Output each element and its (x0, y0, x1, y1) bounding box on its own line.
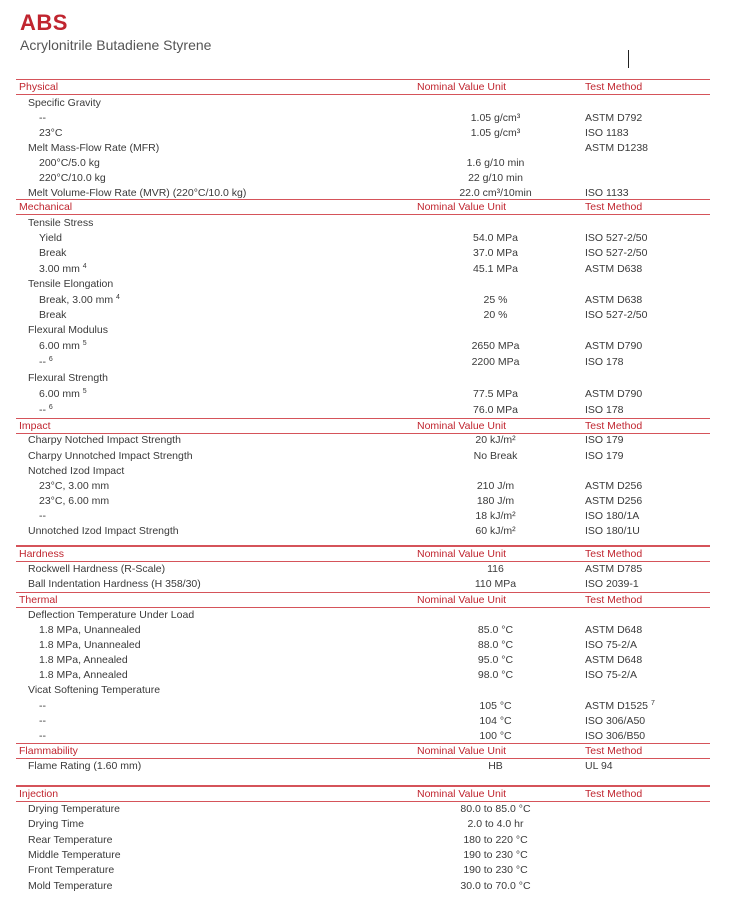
footnote-marker: 4 (116, 294, 120, 301)
property-row (16, 879, 710, 894)
column-header-value-unit: Nominal Value Unit (417, 420, 507, 432)
property-label: Specific Gravity (28, 97, 101, 109)
property-value: 116 (487, 563, 504, 575)
property-row (16, 653, 710, 668)
property-label: Melt Volume-Flow Rate (MVR) (220°C/10.0 kg) (28, 187, 247, 199)
property-value: 85.0 °C (477, 624, 514, 636)
property-label: Front Temperature (28, 864, 115, 876)
property-label: Flexural Modulus (28, 324, 108, 336)
property-value: 18 kJ/m² (475, 510, 516, 522)
text-cursor (628, 50, 629, 68)
property-value: HB (488, 760, 503, 772)
property-value: 104 °C (479, 715, 512, 727)
property-row (16, 464, 710, 479)
property-row (16, 863, 710, 878)
property-label: 220°C/10.0 kg (39, 172, 106, 184)
column-header-value-unit: Nominal Value Unit (417, 81, 507, 93)
section-header (16, 419, 710, 434)
property-row (16, 308, 710, 323)
column-header-test-method: Test Method (585, 788, 643, 800)
property-row (16, 171, 710, 186)
test-method: ASTM D785 (585, 563, 643, 575)
test-method: ISO 178 (585, 356, 624, 368)
test-method: ASTM D1238 (585, 142, 649, 154)
material-subtitle: Acrylonitrile Butadiene Styrene (20, 37, 212, 53)
property-label: Break (39, 247, 67, 259)
column-header-test-method: Test Method (585, 81, 643, 93)
property-label: -- (39, 700, 46, 712)
property-row (16, 216, 710, 231)
property-row (16, 714, 710, 729)
test-method: ASTM D648 (585, 654, 643, 666)
column-header-value-unit: Nominal Value Unit (417, 201, 507, 213)
test-method: UL 94 (585, 760, 613, 772)
test-method: ISO 179 (585, 450, 624, 462)
property-row (16, 323, 710, 338)
property-row (16, 759, 710, 774)
property-row (16, 699, 710, 714)
property-label: -- (39, 510, 46, 522)
property-label: Break, 3.00 mm $^4$ (39, 294, 120, 306)
property-row (16, 403, 710, 418)
column-header-test-method: Test Method (585, 745, 643, 757)
footnote-marker: 4 (82, 263, 87, 270)
property-row (16, 668, 710, 683)
property-value: No Break (473, 450, 518, 462)
test-method: ASTM D648 (585, 624, 643, 636)
column-header-value-unit: Nominal Value Unit (417, 548, 507, 560)
column-header-test-method: Test Method (585, 594, 643, 606)
property-row (16, 479, 710, 494)
column-header-value-unit: Nominal Value Unit (417, 788, 507, 800)
property-label: Charpy Unnotched Impact Strength (28, 450, 193, 462)
property-label: Tensile Elongation (28, 278, 114, 290)
section-name: Injection (19, 788, 59, 800)
property-row (16, 156, 710, 171)
property-value: 20 % (483, 309, 508, 321)
property-value: 25 % (483, 294, 508, 306)
property-value: 105 °C (479, 700, 512, 712)
property-row (16, 509, 710, 524)
property-label: Ball Indentation Hardness (H 358/30) (28, 578, 201, 590)
test-method: ISO 75-2/A (585, 639, 637, 651)
property-label: 23°C, 3.00 mm (39, 480, 110, 492)
property-row (16, 433, 710, 448)
test-method: ASTM D790 (585, 340, 643, 352)
footnote-marker: 7 (650, 700, 655, 707)
property-row (16, 262, 710, 277)
test-method: ASTM D790 (585, 388, 643, 400)
property-value: 45.1 MPa (473, 263, 518, 275)
test-method: ASTM D256 (585, 480, 643, 492)
property-value: 95.0 °C (477, 654, 514, 666)
section-header-underline (16, 214, 710, 215)
property-label: -- (39, 715, 46, 727)
footnote-marker: 6 (48, 356, 53, 363)
property-value: 180 J/m (476, 495, 515, 507)
section-name: Thermal (19, 594, 58, 606)
section-header (16, 593, 710, 608)
property-row (16, 231, 710, 246)
column-header-test-method: Test Method (585, 201, 643, 213)
property-row (16, 802, 710, 817)
section-header (16, 787, 710, 802)
column-header-value-unit: Nominal Value Unit (417, 745, 507, 757)
test-method: ISO 2039-1 (585, 578, 639, 590)
test-method: ASTM D1525 $^7$ (585, 700, 655, 712)
property-label: Drying Time (28, 818, 85, 830)
property-label: 200°C/5.0 kg (39, 157, 100, 169)
property-label: 6.00 mm $^5$ (39, 388, 87, 400)
property-value: 77.5 MPa (473, 388, 518, 400)
test-method: ASTM D256 (585, 495, 643, 507)
property-row (16, 562, 710, 577)
property-label: Melt Mass-Flow Rate (MFR) (28, 142, 160, 154)
property-value: 98.0 °C (477, 669, 514, 681)
property-row (16, 608, 710, 623)
property-value: 22 g/10 min (468, 172, 523, 184)
property-label: Unnotched Izod Impact Strength (28, 525, 179, 537)
property-value: 210 J/m (476, 480, 515, 492)
test-method: ISO 306/B50 (585, 730, 646, 742)
column-header-test-method: Test Method (585, 548, 643, 560)
property-value: 1.6 g/10 min (466, 157, 525, 169)
property-label: Deflection Temperature Under Load (28, 609, 195, 621)
property-row (16, 111, 710, 126)
property-row (16, 277, 710, 292)
property-label: Middle Temperature (28, 849, 121, 861)
property-label: -- (39, 730, 46, 742)
property-row (16, 817, 710, 832)
property-label: 1.8 MPa, Annealed (39, 669, 128, 681)
property-value: 1.05 g/cm³ (470, 127, 521, 139)
property-label: 3.00 mm $^4$ (39, 263, 87, 275)
property-value: 180 to 220 °C (463, 834, 528, 846)
property-row (16, 683, 710, 698)
test-method: ISO 1183 (585, 127, 629, 139)
property-value: 1.05 g/cm³ (470, 112, 521, 124)
property-value: 76.0 MPa (473, 404, 518, 416)
property-value: 60 kJ/m² (475, 525, 516, 537)
column-header-value-unit: Nominal Value Unit (417, 594, 507, 606)
section-header (16, 744, 710, 759)
property-row (16, 96, 710, 111)
property-row (16, 524, 710, 539)
section-header (16, 80, 710, 95)
property-value: 80.0 to 85.0 °C (460, 803, 531, 815)
property-label: 1.8 MPa, Unannealed (39, 639, 141, 651)
test-method: ISO 527-2/50 (585, 232, 648, 244)
property-label: Rear Temperature (28, 834, 113, 846)
property-value: 37.0 MPa (473, 247, 518, 259)
property-value: 30.0 to 70.0 °C (460, 880, 531, 892)
property-row (16, 339, 710, 354)
property-label: Flame Rating (1.60 mm) (28, 760, 142, 772)
property-value: 2200 MPa (471, 356, 520, 368)
property-value: 110 MPa (474, 578, 517, 590)
property-row (16, 729, 710, 744)
property-row (16, 387, 710, 402)
property-label: 1.8 MPa, Unannealed (39, 624, 141, 636)
footnote-marker: 6 (48, 404, 53, 411)
test-method: ASTM D792 (585, 112, 643, 124)
property-value: 54.0 MPa (473, 232, 518, 244)
property-value: 190 to 230 °C (463, 849, 528, 861)
section-name: Hardness (19, 548, 64, 560)
property-label: Drying Temperature (28, 803, 121, 815)
property-row (16, 371, 710, 386)
property-row (16, 833, 710, 848)
property-value: 20 kJ/m² (475, 434, 516, 446)
test-method: ISO 527-2/50 (585, 309, 648, 321)
property-value: 2.0 to 4.0 hr (467, 818, 524, 830)
property-label: -- $^6$ (39, 404, 53, 416)
property-row (16, 246, 710, 261)
property-label: Flexural Strength (28, 372, 108, 384)
property-label: -- $^6$ (39, 356, 53, 368)
test-method: ISO 179 (585, 434, 624, 446)
test-method: ISO 180/1A (585, 510, 640, 522)
test-method: ISO 1133 (585, 187, 629, 199)
property-label: 23°C (39, 127, 63, 139)
property-label: Break (39, 309, 67, 321)
property-row (16, 141, 710, 156)
footnote-marker: 5 (82, 340, 87, 347)
property-row (16, 848, 710, 863)
property-row (16, 126, 710, 141)
section-name: Physical (19, 81, 59, 93)
section-header-underline (16, 94, 710, 95)
test-method: ISO 180/1U (585, 525, 640, 537)
property-label: 1.8 MPa, Annealed (39, 654, 128, 666)
property-row (16, 638, 710, 653)
property-label: 6.00 mm $^5$ (39, 340, 87, 352)
test-method: ISO 527-2/50 (585, 247, 648, 259)
property-label: Charpy Notched Impact Strength (28, 434, 181, 446)
test-method: ISO 178 (585, 404, 624, 416)
property-row (16, 623, 710, 638)
property-row (16, 293, 710, 308)
section-name: Flammability (19, 745, 78, 757)
footnote-marker: 5 (82, 388, 87, 395)
property-value: 88.0 °C (477, 639, 514, 651)
property-label: 23°C, 6.00 mm (39, 495, 110, 507)
property-label: Notched Izod Impact (28, 465, 125, 477)
property-label: Tensile Stress (28, 217, 94, 229)
property-value: 2650 MPa (471, 340, 520, 352)
property-label: Mold Temperature (28, 880, 113, 892)
section-header (16, 547, 710, 562)
property-value: 190 to 230 °C (463, 864, 528, 876)
property-value: 100 °C (479, 730, 512, 742)
test-method: ASTM D638 (585, 294, 643, 306)
column-header-test-method: Test Method (585, 420, 643, 432)
section-name: Mechanical (19, 201, 73, 213)
section-header (16, 200, 710, 215)
property-row (16, 449, 710, 464)
material-title: ABS (20, 10, 68, 35)
property-row (16, 577, 710, 592)
section-name: Impact (19, 420, 51, 432)
property-label: Vicat Softening Temperature (28, 684, 161, 696)
property-row (16, 494, 710, 509)
test-method: ASTM D638 (585, 263, 643, 275)
property-value: 22.0 cm³/10min (459, 187, 532, 199)
property-label: -- (39, 112, 46, 124)
property-label: Yield (39, 232, 62, 244)
test-method: ISO 75-2/A (585, 669, 637, 681)
property-row (16, 355, 710, 370)
test-method: ISO 306/A50 (585, 715, 646, 727)
property-label: Rockwell Hardness (R-Scale) (28, 563, 166, 575)
